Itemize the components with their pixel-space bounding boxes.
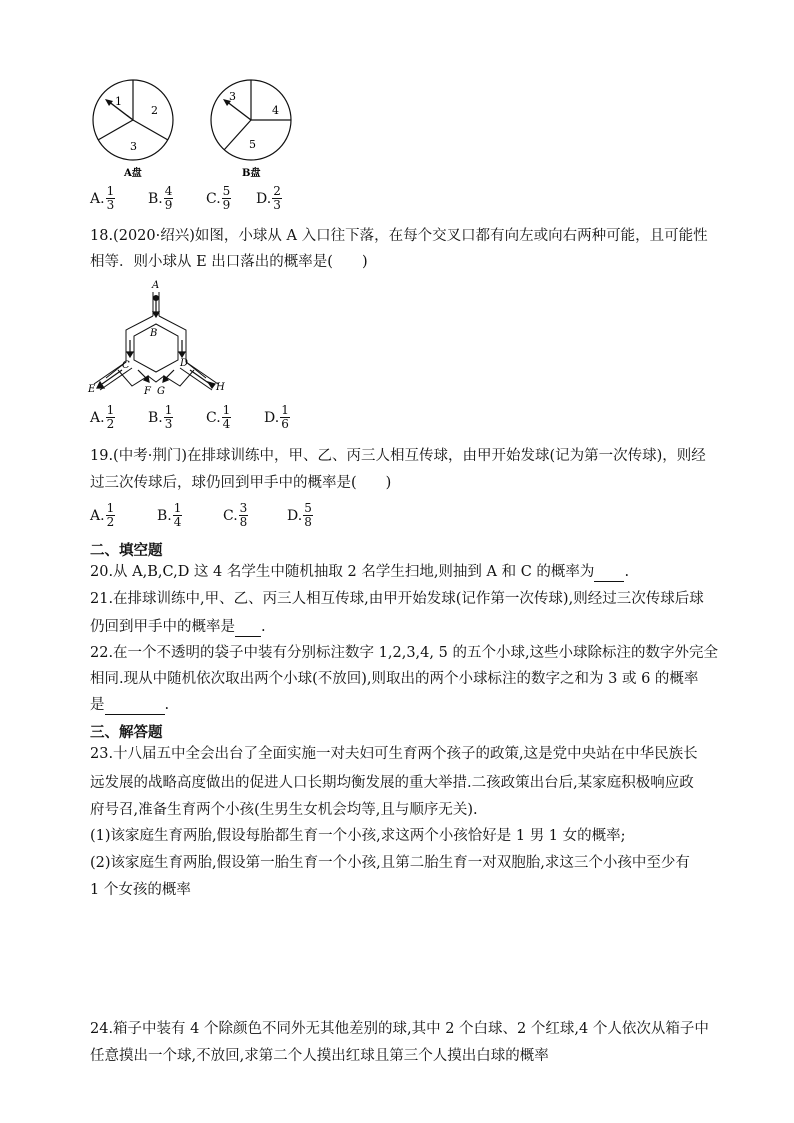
q19-line2: 过三次传球后，球仍回到甲手中的概率是( ): [90, 475, 392, 491]
maze-label-e: E: [88, 384, 96, 395]
q22-line3: 是 .: [90, 697, 170, 713]
q19-option-a[interactable]: A. $\frac{1}{2}$: [90, 501, 115, 529]
maze-label-d: D: [180, 358, 189, 369]
q19-options: [90, 502, 313, 529]
q17-option-a[interactable]: A. $\frac{1}{3}$: [90, 184, 115, 212]
q18-option-c[interactable]: C. $\frac{1}{4}$: [206, 403, 231, 431]
q18-option-b[interactable]: B. $\frac{1}{3}$: [148, 403, 173, 431]
spinner-b-pointer: [226, 101, 251, 120]
section-fill-in-heading: 二、填空题: [90, 543, 163, 559]
maze-label-b: B: [150, 328, 158, 339]
q23-line3: 府号召,准备生育两个小孩(生男生女机会均等,且与顺序无关).: [90, 802, 478, 818]
q21-answer-blank[interactable]: [235, 622, 261, 637]
spinner-b-section-5: 5: [249, 138, 256, 151]
q19-option-c[interactable]: C. $\frac{3}{8}$: [223, 501, 248, 529]
spinner-a-figure: [88, 78, 178, 180]
q20-line: 20.从 A,B,C,D 这 4 名学生中随机抽取 2 名学生扫地,则抽到 A 和 C 的概率为 .: [90, 564, 630, 580]
spinner-a-section-3: 3: [130, 140, 137, 153]
spinner-a-section-2: 2: [151, 104, 158, 117]
q24-line1: 24.箱子中装有 4 个除颜色不同外无其他差别的球,其中 2 个白球、2 个红球,4 个人依次从箱子中: [90, 1021, 709, 1037]
q23-line2: 远发展的战略高度做出的促进人口长期均衡发展的重大举措.二孩政策出台后,某家庭积极响应政: [90, 775, 694, 791]
q18-option-a[interactable]: A. $\frac{1}{2}$: [90, 403, 115, 431]
q23-part2-line1: (2)该家庭生育两胎,假设第一胎生育一个小孩,且第二胎生育一对双胞胎,求这三个小孩中至少有: [90, 855, 690, 871]
q17-option-c[interactable]: C. $\frac{5}{9}$: [206, 184, 231, 212]
spinner-a-label: A盘: [124, 168, 142, 179]
maze-label-f: F: [144, 386, 151, 397]
q19-option-b[interactable]: B. $\frac{1}{4}$: [157, 501, 182, 529]
q23-line1: 23.十八届五中全会出台了全面实施一对夫妇可生育两个孩子的政策,这是党中央站在中华民族长: [90, 746, 698, 762]
spinner-b-section-3: 3: [229, 90, 236, 103]
spinner-b-section-4: 4: [272, 104, 279, 117]
maze-label-c: C: [122, 360, 130, 371]
spinner-b-figure: [206, 78, 296, 180]
spinner-a-section-1: 1: [115, 95, 122, 108]
q17-options: [90, 185, 282, 212]
q21-line2: 仍回到甲手中的概率是 .: [90, 619, 266, 635]
q18-line2: 相等．则小球从 E 出口落出的概率是( ): [90, 254, 368, 270]
q22-answer-blank[interactable]: [105, 700, 165, 715]
section-solution-heading: 三、解答题: [90, 725, 163, 741]
q17-option-b[interactable]: B. $\frac{4}{9}$: [148, 184, 173, 212]
q19-option-d[interactable]: D. $\frac{5}{8}$: [287, 501, 312, 529]
q18-options: [90, 404, 290, 431]
maze-label-a: A: [152, 280, 160, 291]
q24-line2: 任意摸出一个球,不放回,求第二个人摸出红球且第三个人摸出白球的概率: [90, 1048, 549, 1064]
q23-part1: (1)该家庭生育两胎,假设每胎都生育一个小孩,求这两个小孩恰好是 1 男 1 女的概率;: [90, 828, 626, 844]
q18-option-d[interactable]: D. $\frac{1}{6}$: [264, 403, 289, 431]
q20-answer-blank[interactable]: [594, 567, 624, 582]
q18-line1: 18.(2020·绍兴)如图，小球从 A 入口往下落，在每个交叉口都有向左或向右两种可能，且可能性: [90, 228, 708, 244]
q21-line1: 21.在排球训练中,甲、乙、丙三人相互传球,由甲开始发球(记作第一次传球),则经过三次传球后球: [90, 591, 704, 607]
spinner-b-label: B盘: [242, 168, 261, 179]
q19-line1: 19.(中考·荆门)在排球训练中，甲、乙、丙三人相互传球，由甲开始发球(记为第一次传球)，则经: [90, 448, 706, 464]
q23-part2-line2: 1 个女孩的概率: [90, 882, 191, 898]
q22-line1: 22.在一个不透明的袋子中装有分别标注数字 1,2,3,4, 5 的五个小球,这些小球除标注的数字外完全: [90, 645, 719, 661]
maze-label-g: G: [157, 386, 165, 397]
q22-line2: 相同.现从中随机依次取出两个小球(不放回),则取出的两个小球标注的数字之和为 3 或 6 的概率: [90, 671, 699, 687]
ball-maze-figure: [86, 278, 236, 400]
q17-option-d[interactable]: D. $\frac{2}{3}$: [256, 184, 281, 212]
maze-label-h: H: [216, 382, 225, 393]
